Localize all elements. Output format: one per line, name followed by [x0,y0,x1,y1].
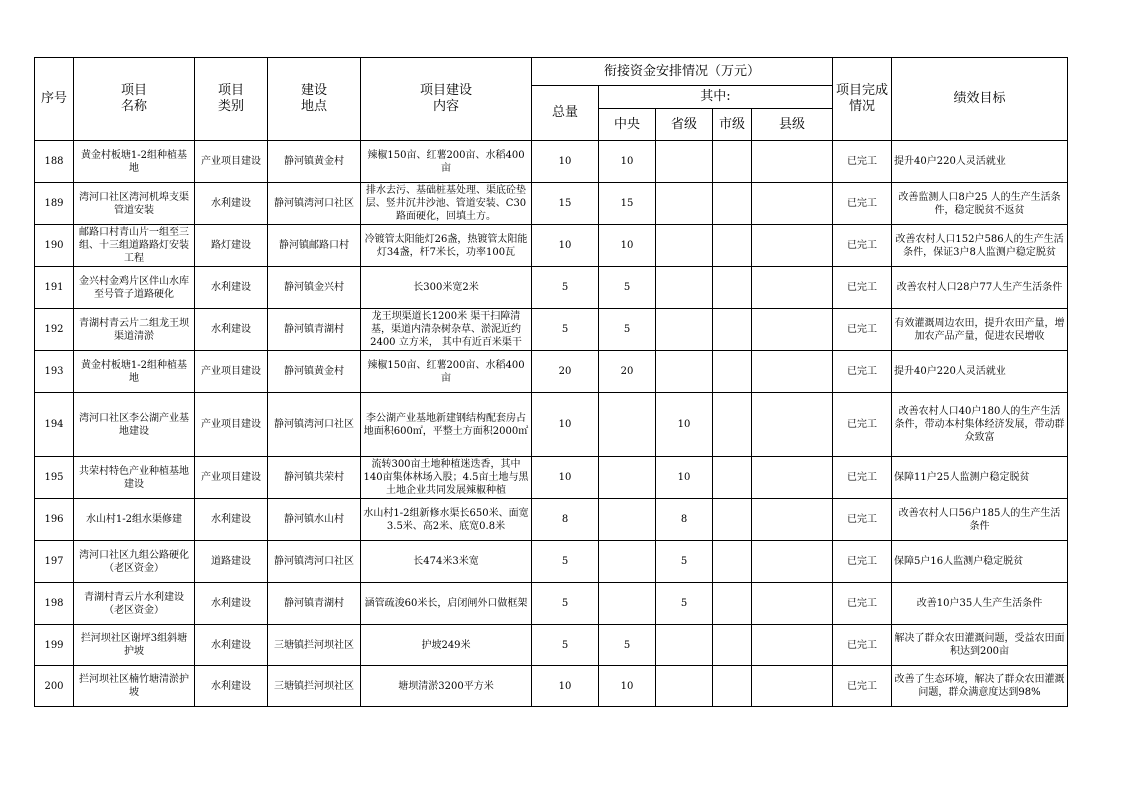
header-county: 县级 [752,109,833,141]
cell-total: 15 [532,183,599,225]
cell-county [752,541,833,583]
cell-county [752,141,833,183]
cell-status: 已完工 [833,499,892,541]
cell-city [713,499,752,541]
table-row [35,583,1068,625]
header-category: 项目 类别 [195,58,268,141]
cell-category: 水利建设 [195,183,268,225]
cell-location: 静河镇湾河口社区 [268,183,361,225]
cell-seq: 193 [35,351,74,393]
cell-content: 塘坝清淤3200平方米 [361,666,532,707]
cell-seq: 192 [35,309,74,351]
cell-city [713,625,752,666]
cell-city [713,541,752,583]
cell-provincial: 10 [656,457,713,499]
header-seq: 序号 [35,58,74,141]
cell-name: 湾河口社区湾河机埠支渠管道安装 [74,183,195,225]
cell-name: 青湖村青云片水利建设（老区资金） [74,583,195,625]
cell-name: 湾河口社区李公湖产业基地建设 [74,393,195,457]
cell-provincial [656,666,713,707]
cell-city [713,351,752,393]
cell-goal: 提升40户220人灵活就业 [892,351,1068,393]
cell-seq: 188 [35,141,74,183]
cell-location: 静河镇湾河口社区 [268,541,361,583]
table-row [35,183,1068,225]
cell-content: 龙王坝渠道长1200米 渠干扫障清基，渠道内清杂树杂草、淤泥近约2400 立方米， 其中有近百米渠干 [361,309,532,351]
table-row [35,351,1068,393]
table-row [35,309,1068,351]
cell-name: 拦河坝社区谢坪3组斜塘护坡 [74,625,195,666]
cell-county [752,183,833,225]
cell-total: 10 [532,141,599,183]
header-content: 项目建设 内容 [361,58,532,141]
cell-seq: 194 [35,393,74,457]
cell-goal: 改善农村人口40户180人的生产生活条件，带动本村集体经济发展，带动群众致富 [892,393,1068,457]
cell-central [599,393,656,457]
cell-provincial: 5 [656,541,713,583]
cell-category: 水利建设 [195,625,268,666]
cell-status: 已完工 [833,541,892,583]
cell-provincial [656,225,713,267]
cell-location: 静河镇金兴村 [268,267,361,309]
table-body [35,141,1068,707]
cell-central: 20 [599,351,656,393]
cell-county [752,351,833,393]
cell-category: 路灯建设 [195,225,268,267]
cell-total: 20 [532,351,599,393]
cell-content: 辣椒150亩、红薯200亩、水稻400亩 [361,141,532,183]
cell-seq: 195 [35,457,74,499]
cell-category: 道路建设 [195,541,268,583]
cell-content: 长300米宽2米 [361,267,532,309]
cell-central: 10 [599,666,656,707]
cell-goal: 保障5户16人监测户稳定脱贫 [892,541,1068,583]
cell-provincial: 10 [656,393,713,457]
cell-location: 静河镇青湖村 [268,583,361,625]
cell-central [599,499,656,541]
cell-name: 金兴村金鸡片区伴山水库至号管子道路硬化 [74,267,195,309]
cell-content: 排水去污、基础桩基处理、渠底砼垫层、竖井沉井沙池、管道安装、C30 路面硬化，回填土方。 [361,183,532,225]
cell-seq: 190 [35,225,74,267]
cell-category: 水利建设 [195,666,268,707]
cell-goal: 有效灌溉周边农田，提升农田产量，增加农产品产量，促进农民增收 [892,309,1068,351]
cell-total: 5 [532,309,599,351]
table-row [35,225,1068,267]
cell-seq: 191 [35,267,74,309]
cell-name: 青湖村青云片二组龙王坝渠道清淤 [74,309,195,351]
cell-status: 已完工 [833,141,892,183]
cell-city [713,267,752,309]
cell-location: 静河镇水山村 [268,499,361,541]
cell-total: 8 [532,499,599,541]
cell-provincial [656,309,713,351]
cell-total: 10 [532,666,599,707]
cell-location: 静河镇共荣村 [268,457,361,499]
cell-name: 湾河口社区九组公路硬化（老区资金） [74,541,195,583]
cell-provincial [656,141,713,183]
cell-content: 水山村1-2组新修水渠长650米、面宽3.5米、高2米、底宽0.8米 [361,499,532,541]
cell-category: 产业项目建设 [195,457,268,499]
cell-total: 5 [532,267,599,309]
cell-content: 冷镀管太阳能灯26盏，热镀管太阳能灯34盏，杆7米长，功率100瓦 [361,225,532,267]
cell-status: 已完工 [833,666,892,707]
header-status: 项目完成 情况 [833,58,892,141]
cell-name: 水山村1-2组水渠修建 [74,499,195,541]
cell-status: 已完工 [833,267,892,309]
cell-central: 15 [599,183,656,225]
cell-status: 已完工 [833,225,892,267]
cell-location: 静河镇黄金村 [268,351,361,393]
cell-location: 静河镇邮路口村 [268,225,361,267]
cell-provincial [656,625,713,666]
cell-city [713,183,752,225]
cell-content: 李公湖产业基地新建钢结构配套房占地面积600㎡，平整土方面积2000㎡ [361,393,532,457]
table-row [35,625,1068,666]
cell-central: 10 [599,225,656,267]
cell-category: 水利建设 [195,583,268,625]
table-row [35,141,1068,183]
cell-category: 产业项目建设 [195,351,268,393]
cell-status: 已完工 [833,351,892,393]
cell-goal: 解决了群众农田灌溉问题，受益农田面积达到200亩 [892,625,1068,666]
cell-central [599,583,656,625]
cell-city [713,666,752,707]
cell-content: 辣椒150亩、红薯200亩、水稻400亩 [361,351,532,393]
table-row [35,541,1068,583]
cell-county [752,309,833,351]
cell-county [752,499,833,541]
cell-total: 10 [532,457,599,499]
table-row [35,499,1068,541]
cell-city [713,141,752,183]
cell-status: 已完工 [833,393,892,457]
cell-seq: 199 [35,625,74,666]
table-row [35,393,1068,457]
cell-county [752,393,833,457]
header-city: 市级 [713,109,752,141]
cell-category: 水利建设 [195,499,268,541]
cell-central [599,457,656,499]
cell-goal: 保障11户25人监测户稳定脱贫 [892,457,1068,499]
cell-county [752,666,833,707]
table-row [35,457,1068,499]
table-row [35,267,1068,309]
cell-goal: 改善10户35人生产生活条件 [892,583,1068,625]
cell-county [752,457,833,499]
cell-seq: 197 [35,541,74,583]
cell-county [752,267,833,309]
cell-provincial [656,351,713,393]
cell-category: 产业项目建设 [195,393,268,457]
header-central: 中央 [599,109,656,141]
cell-central: 10 [599,141,656,183]
cell-central: 5 [599,309,656,351]
cell-provincial: 8 [656,499,713,541]
header-funds: 衔接资金安排情况（万元） [532,58,833,86]
cell-provincial [656,183,713,225]
cell-category: 水利建设 [195,309,268,351]
cell-central: 5 [599,625,656,666]
cell-county [752,225,833,267]
cell-seq: 200 [35,666,74,707]
cell-goal: 改善了生态环境，解决了群众农田灌溉问题，群众满意度达到98% [892,666,1068,707]
cell-location: 三塘镇拦河坝社区 [268,625,361,666]
cell-name: 邮路口村青山片一组至三组、十三组道路路灯安装工程 [74,225,195,267]
cell-seq: 198 [35,583,74,625]
header-provincial: 省级 [656,109,713,141]
cell-total: 5 [532,541,599,583]
cell-total: 10 [532,225,599,267]
header-name: 项目 名称 [74,58,195,141]
cell-city [713,457,752,499]
header-of-which: 其中: [599,86,833,109]
cell-goal: 改善农村人口152户586人的生产生活条件，保证3户8人监测户稳定脱贫 [892,225,1068,267]
cell-provincial: 5 [656,583,713,625]
cell-status: 已完工 [833,583,892,625]
cell-city [713,583,752,625]
cell-category: 产业项目建设 [195,141,268,183]
cell-seq: 189 [35,183,74,225]
table-row [35,666,1068,707]
header-total: 总量 [532,86,599,141]
cell-total: 5 [532,625,599,666]
cell-status: 已完工 [833,457,892,499]
cell-content: 涵管疏浚60米长，启闭闸外口做框架 [361,583,532,625]
cell-total: 5 [532,583,599,625]
cell-provincial [656,267,713,309]
cell-category: 水利建设 [195,267,268,309]
cell-location: 静河镇湾河口社区 [268,393,361,457]
cell-goal: 提升40户220人灵活就业 [892,141,1068,183]
cell-name: 共荣村特色产业种植基地建设 [74,457,195,499]
cell-city [713,393,752,457]
header-goal: 绩效目标 [892,58,1068,141]
cell-central: 5 [599,267,656,309]
cell-status: 已完工 [833,309,892,351]
cell-status: 已完工 [833,183,892,225]
cell-seq: 196 [35,499,74,541]
cell-content: 护坡249米 [361,625,532,666]
cell-name: 黄金村板塘1-2组种植基地 [74,351,195,393]
cell-goal: 改善农村人口28户77人生产生活条件 [892,267,1068,309]
funding-table [34,57,1068,707]
cell-city [713,309,752,351]
cell-total: 10 [532,393,599,457]
cell-location: 静河镇黄金村 [268,141,361,183]
header-location: 建设 地点 [268,58,361,141]
cell-status: 已完工 [833,625,892,666]
cell-county [752,625,833,666]
cell-name: 拦河坝社区楠竹塘清淤护坡 [74,666,195,707]
cell-city [713,225,752,267]
cell-location: 三塘镇拦河坝社区 [268,666,361,707]
cell-goal: 改善监测人口8户25 人的生产生活条件，稳定脱贫不返贫 [892,183,1068,225]
cell-county [752,583,833,625]
cell-content: 长474米3米宽 [361,541,532,583]
cell-location: 静河镇青湖村 [268,309,361,351]
cell-name: 黄金村板塘1-2组种植基地 [74,141,195,183]
cell-central [599,541,656,583]
cell-content: 流转300亩土地种植迷迭香，其中140亩集体林场入股；4.5亩土地与黑土地企业共同发展辣椒种植 [361,457,532,499]
cell-goal: 改善农村人口56户185人的生产生活条件 [892,499,1068,541]
